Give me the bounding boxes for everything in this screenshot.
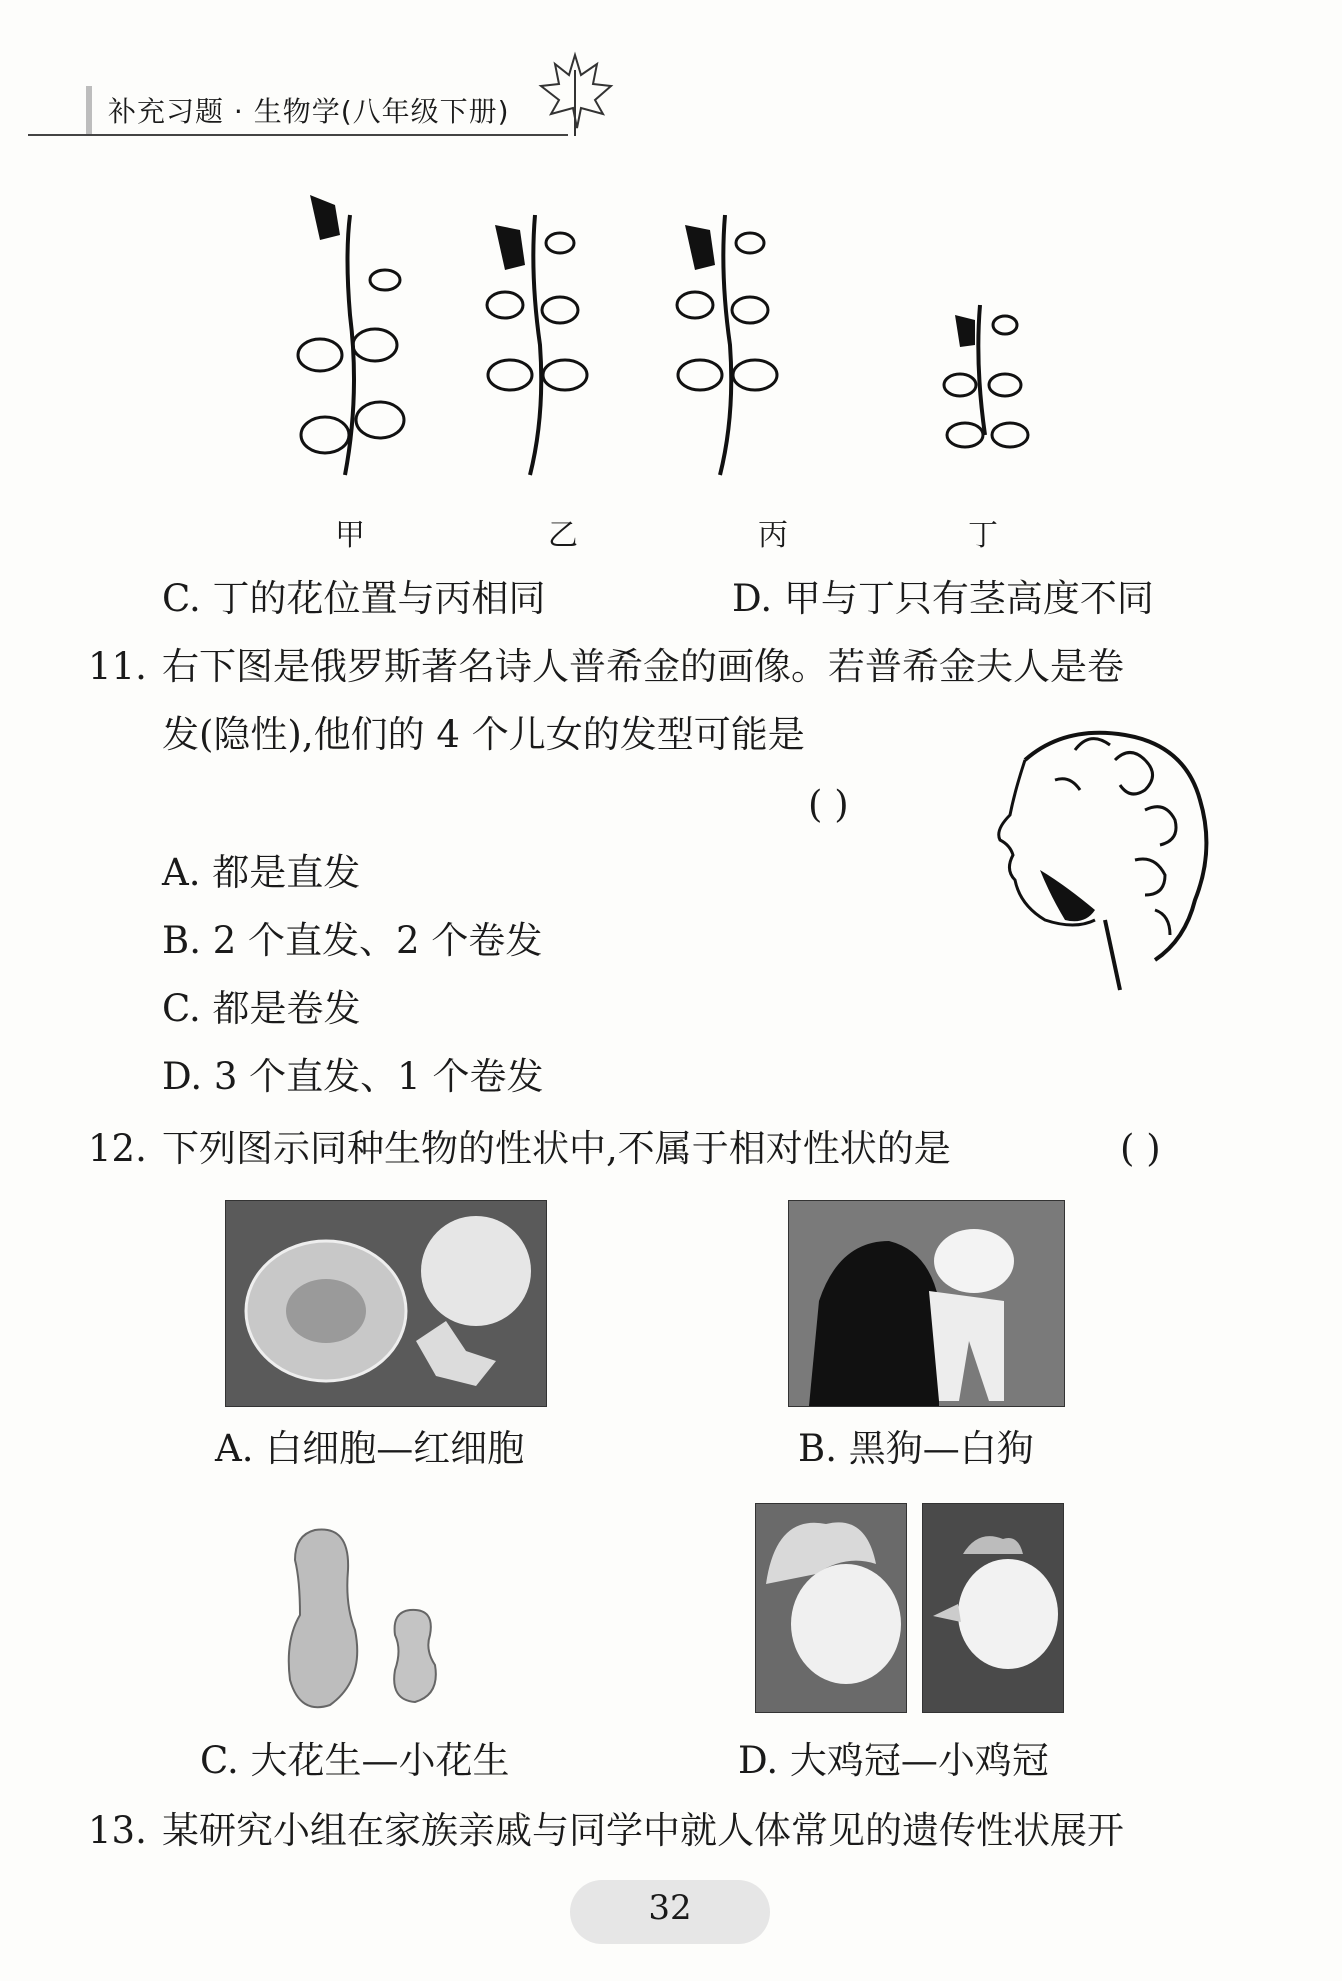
q11-option-a: A. 都是直发: [162, 851, 361, 894]
q12-caption-d: D. 大鸡冠—小鸡冠: [738, 1739, 1049, 1782]
plant-yi-drawing: [487, 215, 587, 475]
plant-jia-drawing: [298, 195, 404, 475]
q11-option-d: D. 3 个直发、1 个卷发: [162, 1055, 544, 1098]
photo-big-comb-rooster: [755, 1503, 907, 1713]
plant-label-yi: 乙: [548, 518, 578, 553]
photo-big-and-small-peanuts: [270, 1520, 470, 1720]
q11-answer-bracket: ( ): [808, 783, 849, 826]
running-header-title: 补充习题 · 生物学(八年级下册): [108, 95, 510, 128]
q13-number: 13.: [88, 1809, 147, 1852]
page-number: 32: [648, 1888, 692, 1928]
maple-leaf-icon: [535, 50, 615, 140]
header-accent-bar: [86, 86, 92, 134]
header-rule: [28, 134, 568, 136]
q13-stem-line1: 某研究小组在家族亲戚与同学中就人体常见的遗传性状展开: [162, 1809, 1124, 1852]
plant-label-jia: 甲: [335, 518, 365, 553]
q12-caption-a: A. 白细胞—红细胞: [215, 1427, 525, 1470]
photo-blood-cells: [225, 1200, 547, 1407]
q10-option-d: D. 甲与丁只有茎高度不同: [732, 577, 1154, 620]
plant-label-bing: 丙: [758, 518, 788, 553]
plant-bing-drawing: [677, 215, 777, 475]
q12-caption-b: B. 黑狗—白狗: [798, 1427, 1034, 1470]
photo-small-comb-rooster: [922, 1503, 1064, 1713]
q12-answer-bracket: ( ): [1120, 1127, 1161, 1170]
q11-option-c: C. 都是卷发: [162, 987, 361, 1030]
q12-stem: 下列图示同种生物的性状中,不属于相对性状的是: [162, 1127, 951, 1170]
plant-label-ding: 丁: [968, 518, 998, 553]
q11-number: 11.: [88, 645, 147, 688]
q11-stem-line1: 右下图是俄罗斯著名诗人普希金的画像。若普希金夫人是卷: [162, 645, 1124, 688]
q11-stem-line2: 发(隐性),他们的 4 个儿女的发型可能是: [162, 713, 805, 756]
q12-caption-c: C. 大花生—小花生: [200, 1739, 510, 1782]
q11-option-b: B. 2 个直发、2 个卷发: [162, 919, 543, 962]
q12-number: 12.: [88, 1127, 147, 1170]
pea-plants-figure: [290, 195, 1070, 485]
q10-option-c: C. 丁的花位置与丙相同: [162, 577, 546, 620]
photo-black-and-white-dogs: [788, 1200, 1065, 1407]
plant-ding-drawing: [944, 305, 1028, 447]
pushkin-portrait-sketch: [955, 720, 1235, 1000]
